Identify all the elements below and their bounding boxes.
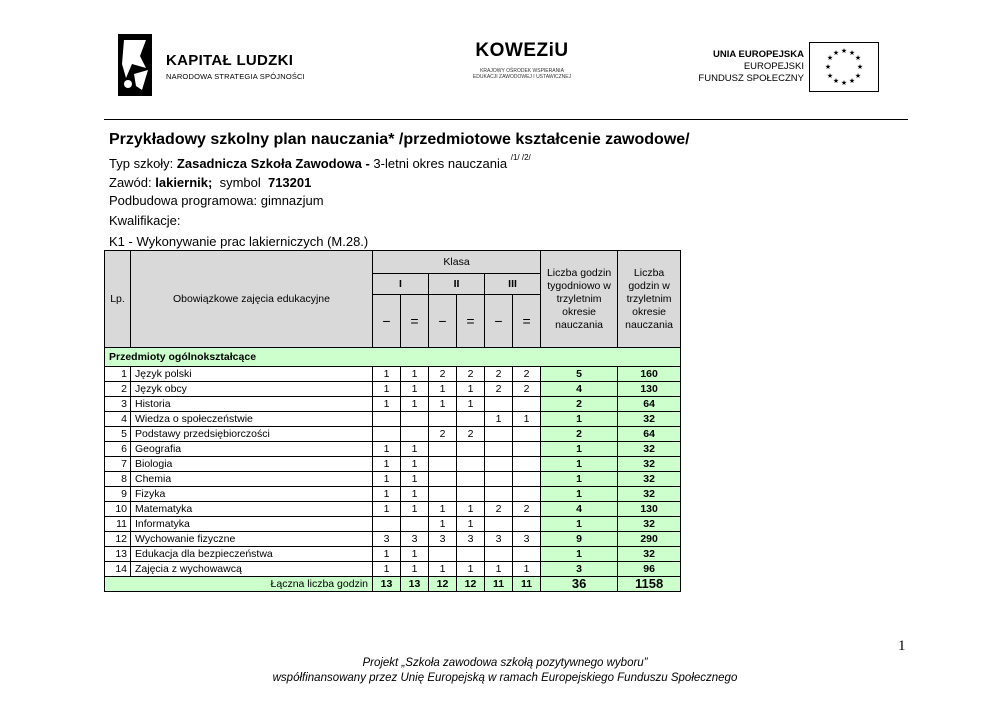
row-lp: 14: [105, 562, 131, 577]
row-hours: [429, 457, 457, 472]
table-row: [105, 397, 681, 412]
curriculum-table: [104, 250, 681, 592]
row-weekly: 1: [541, 487, 618, 502]
row-hours: 1: [401, 502, 429, 517]
qualification-k1: K1 - Wykonywanie prac lakierniczych (M.28.): [109, 234, 369, 249]
row-hours: 1: [373, 367, 401, 382]
row-weekly: 4: [541, 502, 618, 517]
footer-line-2: współfinansowany przez Unię Europejską w ramach Europejskiego Funduszu Społecznego: [272, 672, 738, 684]
sum-total: 1158: [618, 577, 681, 592]
row-hours: [457, 472, 485, 487]
row-hours: [457, 412, 485, 427]
header-klasa: Klasa: [373, 251, 541, 274]
row-lp: 3: [105, 397, 131, 412]
base-line: Podbudowa programowa: gimnazjum: [109, 193, 324, 208]
row-weekly: 5: [541, 367, 618, 382]
svg-text:★: ★: [854, 54, 862, 62]
svg-text:★: ★: [854, 72, 862, 80]
row-hours: 1: [373, 547, 401, 562]
table-row: [105, 502, 681, 517]
row-hours: [513, 547, 541, 562]
footer-line-1: Projekt „Szkoła zawodowa szkołą pozytywnego wyboru”: [362, 657, 648, 669]
row-weekly: 1: [541, 412, 618, 427]
table-row: [105, 487, 681, 502]
table-row: [105, 472, 681, 487]
row-hours: 3: [401, 532, 429, 547]
row-hours: [373, 517, 401, 532]
table-row: [105, 517, 681, 532]
row-hours: 1: [373, 442, 401, 457]
row-hours: 2: [485, 382, 513, 397]
header-subjects: Obowiązkowe zajęcia edukacyjne: [131, 251, 373, 348]
row-hours: 2: [429, 367, 457, 382]
sum-hours: 12: [457, 577, 485, 592]
row-subject: Wychowanie fizyczne: [131, 532, 373, 547]
row-total: 32: [618, 472, 681, 487]
school-type-footnote: /1/ /2/: [510, 153, 531, 162]
row-hours: [457, 487, 485, 502]
row-hours: 3: [457, 532, 485, 547]
row-total: 32: [618, 517, 681, 532]
row-hours: [429, 487, 457, 502]
row-lp: 12: [105, 532, 131, 547]
header-semester: −: [429, 295, 457, 348]
row-hours: [513, 457, 541, 472]
row-lp: 5: [105, 427, 131, 442]
row-hours: [485, 442, 513, 457]
eu-line-3: FUNDUSZ SPOŁECZNY: [698, 73, 804, 84]
row-lp: 11: [105, 517, 131, 532]
page-number: 1: [898, 638, 906, 654]
row-hours: 1: [401, 487, 429, 502]
school-type-value: Zasadnicza Szkoła Zawodowa -: [176, 156, 374, 171]
row-hours: 2: [457, 427, 485, 442]
row-hours: [513, 517, 541, 532]
header-total: Liczba godzin w trzyletnim okresie nauczania: [618, 251, 681, 348]
row-hours: 1: [373, 487, 401, 502]
school-type-rest: 3-letni okres nauczania: [373, 156, 508, 171]
row-subject: Wiedza o społeczeństwie: [131, 412, 373, 427]
row-hours: 1: [373, 472, 401, 487]
sum-hours: 13: [373, 577, 401, 592]
row-weekly: 1: [541, 547, 618, 562]
eu-line-1: UNIA EUROPEJSKA: [713, 49, 804, 60]
sum-weekly: 36: [541, 577, 618, 592]
svg-text:★: ★: [824, 63, 832, 71]
koweziu-logo: [462, 40, 582, 95]
row-hours: [513, 472, 541, 487]
row-subject: Język obcy: [131, 382, 373, 397]
row-subject: Historia: [131, 397, 373, 412]
row-total: 32: [618, 412, 681, 427]
row-weekly: 1: [541, 457, 618, 472]
table-row: [105, 562, 681, 577]
row-subject: Zajęcia z wychowawcą: [131, 562, 373, 577]
header-class-2: II: [429, 274, 485, 295]
svg-text:★: ★: [826, 54, 834, 62]
kapital-ludzki-emblem-icon: [118, 34, 152, 96]
profession-label: Zawód:: [109, 175, 156, 190]
row-hours: 1: [485, 412, 513, 427]
row-total: 32: [618, 487, 681, 502]
section-general: Przedmioty ogólnokształcące: [105, 348, 681, 367]
row-hours: 1: [485, 562, 513, 577]
row-subject: Geografia: [131, 442, 373, 457]
table-row: [105, 382, 681, 397]
koweziu-subtitle-1: KRAJOWY OŚRODEK WSPIERANIA: [480, 68, 564, 74]
row-hours: 3: [429, 532, 457, 547]
row-hours: [485, 517, 513, 532]
kapital-ludzki-subtitle: NARODOWA STRATEGIA SPÓJNOŚCI: [166, 72, 305, 81]
row-weekly: 2: [541, 427, 618, 442]
row-hours: 2: [513, 502, 541, 517]
svg-text:★: ★: [826, 72, 834, 80]
row-hours: 1: [401, 397, 429, 412]
sum-hours: 12: [429, 577, 457, 592]
table-row: [105, 457, 681, 472]
row-hours: [401, 427, 429, 442]
row-hours: 1: [401, 547, 429, 562]
row-hours: [401, 412, 429, 427]
eu-text: [698, 49, 804, 85]
header-class-3: III: [485, 274, 541, 295]
svg-text:★: ★: [848, 49, 856, 57]
row-subject: Podstawy przedsiębiorczości: [131, 427, 373, 442]
row-subject: Matematyka: [131, 502, 373, 517]
row-subject: Chemia: [131, 472, 373, 487]
row-total: 32: [618, 457, 681, 472]
row-hours: 1: [429, 502, 457, 517]
table-row: [105, 532, 681, 547]
row-hours: 1: [429, 517, 457, 532]
eu-logo: [690, 40, 890, 96]
symbol-value: 713201: [267, 175, 312, 190]
eu-flag-icon: [809, 42, 879, 92]
row-weekly: 2: [541, 397, 618, 412]
row-hours: 3: [373, 532, 401, 547]
koweziu-title: KOWEZiU: [475, 40, 569, 61]
koweziu-subtitle-2: EDUKACJI ZAWODOWEJ I USTAWICZNEJ: [472, 74, 572, 80]
sum-hours: 13: [401, 577, 429, 592]
page-title: Przykładowy szkolny plan nauczania* /przedmiotowe kształcenie zawodowe/: [109, 131, 690, 148]
row-hours: 1: [457, 502, 485, 517]
row-lp: 9: [105, 487, 131, 502]
row-hours: 2: [429, 427, 457, 442]
row-hours: 1: [457, 562, 485, 577]
sum-label: Łączna liczba godzin: [105, 577, 373, 592]
row-hours: 2: [485, 367, 513, 382]
row-weekly: 3: [541, 562, 618, 577]
header-weekly: Liczba godzin tygodniowo w trzyletnim okresie nauczania: [541, 251, 618, 348]
row-hours: [513, 442, 541, 457]
row-hours: [429, 412, 457, 427]
header-semester: =: [457, 295, 485, 348]
row-hours: 2: [513, 367, 541, 382]
row-weekly: 1: [541, 472, 618, 487]
row-subject: Język polski: [131, 367, 373, 382]
profession-value: lakiernik;: [155, 175, 213, 190]
svg-text:★: ★: [832, 77, 840, 85]
row-hours: 1: [373, 397, 401, 412]
row-hours: [373, 412, 401, 427]
kapital-ludzki-logo: [118, 34, 318, 98]
header-semester: −: [485, 295, 513, 348]
row-total: 290: [618, 532, 681, 547]
row-lp: 8: [105, 472, 131, 487]
row-hours: [485, 487, 513, 502]
row-subject: Informatyka: [131, 517, 373, 532]
row-lp: 10: [105, 502, 131, 517]
header-semester: =: [513, 295, 541, 348]
row-hours: 1: [457, 382, 485, 397]
table-sum-row: [105, 577, 681, 592]
row-hours: 3: [485, 532, 513, 547]
row-hours: 1: [373, 562, 401, 577]
qualifications-line: Kwalifikacje:: [109, 213, 181, 228]
row-subject: Fizyka: [131, 487, 373, 502]
row-hours: [429, 547, 457, 562]
row-hours: 1: [373, 457, 401, 472]
row-hours: 1: [401, 442, 429, 457]
row-weekly: 1: [541, 517, 618, 532]
row-hours: 1: [429, 562, 457, 577]
row-hours: 1: [401, 382, 429, 397]
row-hours: 1: [429, 397, 457, 412]
row-hours: 2: [513, 382, 541, 397]
row-hours: [457, 457, 485, 472]
header-divider: [104, 119, 908, 120]
table-row: [105, 442, 681, 457]
sum-hours: 11: [513, 577, 541, 592]
row-hours: 1: [401, 562, 429, 577]
row-weekly: 9: [541, 532, 618, 547]
row-hours: 1: [513, 562, 541, 577]
row-hours: [485, 472, 513, 487]
kapital-ludzki-title: KAPITAŁ LUDZKI: [166, 52, 294, 69]
row-hours: [513, 427, 541, 442]
row-hours: [513, 397, 541, 412]
row-hours: 1: [401, 457, 429, 472]
row-hours: 2: [485, 502, 513, 517]
row-total: 32: [618, 442, 681, 457]
header-semester: =: [401, 295, 429, 348]
row-hours: [485, 427, 513, 442]
svg-text:★: ★: [856, 63, 864, 71]
row-total: 64: [618, 427, 681, 442]
row-hours: [429, 442, 457, 457]
row-lp: 13: [105, 547, 131, 562]
header-class-1: I: [373, 274, 429, 295]
table-row: [105, 427, 681, 442]
row-lp: 6: [105, 442, 131, 457]
row-subject: Biologia: [131, 457, 373, 472]
row-hours: [429, 472, 457, 487]
table-row: [105, 412, 681, 427]
row-hours: [485, 397, 513, 412]
row-total: 64: [618, 397, 681, 412]
row-total: 96: [618, 562, 681, 577]
row-hours: [401, 517, 429, 532]
row-hours: 1: [401, 367, 429, 382]
row-hours: 1: [457, 397, 485, 412]
row-lp: 1: [105, 367, 131, 382]
table-row: [105, 367, 681, 382]
row-hours: 1: [513, 412, 541, 427]
row-hours: [373, 427, 401, 442]
header-semester: −: [373, 295, 401, 348]
svg-text:★: ★: [832, 49, 840, 57]
row-hours: 1: [373, 502, 401, 517]
symbol-label: symbol: [212, 175, 268, 190]
svg-text:★: ★: [848, 77, 856, 85]
row-hours: 1: [429, 382, 457, 397]
row-hours: 1: [401, 472, 429, 487]
school-type-label: Typ szkoły:: [109, 156, 177, 171]
row-total: 160: [618, 367, 681, 382]
row-hours: [485, 457, 513, 472]
row-hours: [457, 547, 485, 562]
sum-hours: 11: [485, 577, 513, 592]
row-hours: [457, 442, 485, 457]
school-type-line: [109, 153, 531, 171]
row-total: 130: [618, 502, 681, 517]
row-lp: 4: [105, 412, 131, 427]
svg-text:★: ★: [840, 47, 848, 55]
header-lp: Lp.: [105, 251, 131, 348]
row-hours: 2: [457, 367, 485, 382]
row-lp: 2: [105, 382, 131, 397]
row-weekly: 1: [541, 442, 618, 457]
row-hours: 3: [513, 532, 541, 547]
row-total: 32: [618, 547, 681, 562]
svg-text:★: ★: [840, 79, 848, 87]
row-lp: 7: [105, 457, 131, 472]
table-row: [105, 547, 681, 562]
row-hours: [485, 547, 513, 562]
eu-line-2: EUROPEJSKI: [743, 61, 804, 72]
row-hours: 1: [457, 517, 485, 532]
row-subject: Edukacja dla bezpieczeństwa: [131, 547, 373, 562]
row-hours: [513, 487, 541, 502]
row-hours: 1: [373, 382, 401, 397]
row-total: 130: [618, 382, 681, 397]
row-weekly: 4: [541, 382, 618, 397]
profession-line: [109, 175, 311, 190]
